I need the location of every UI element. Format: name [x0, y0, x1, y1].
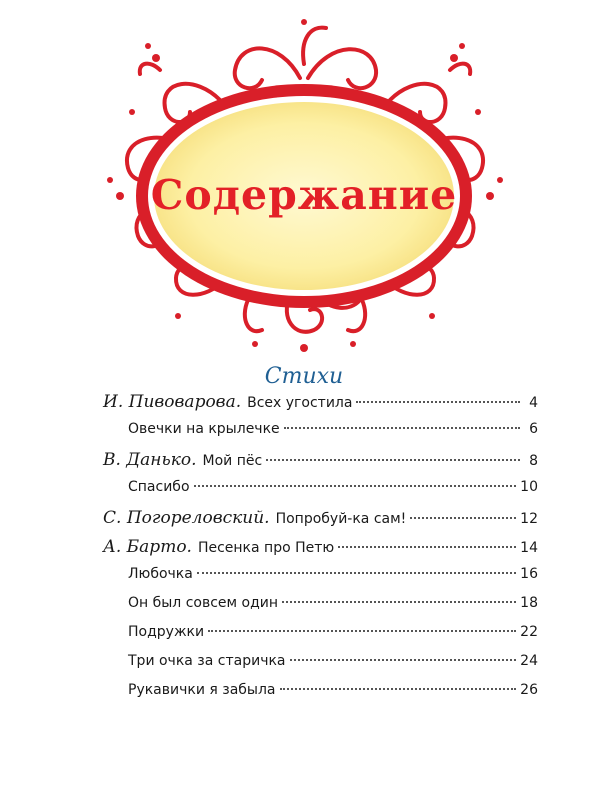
toc-entry[interactable]	[128, 595, 538, 625]
toc-page-number: 26	[520, 682, 538, 698]
section-title: Стихи	[264, 364, 344, 389]
toc-entry[interactable]	[103, 392, 538, 422]
toc-entry[interactable]	[103, 537, 538, 567]
toc-entry[interactable]	[128, 421, 538, 451]
toc-leader	[194, 485, 517, 487]
toc-entry[interactable]	[128, 479, 538, 509]
toc-title: Любочка	[128, 566, 193, 582]
toc-title: Три очка за старичка	[128, 653, 286, 669]
toc-author: В. Данько.	[103, 450, 197, 470]
toc-page-number: 6	[529, 421, 538, 437]
toc-title: Спасибо	[128, 479, 190, 495]
toc-title: Мой пёс	[202, 453, 263, 469]
toc-author: С. Погореловский.	[103, 508, 270, 528]
toc-leader	[290, 659, 517, 661]
toc-leader	[266, 459, 520, 461]
toc-entry[interactable]	[103, 508, 538, 538]
toc-leader	[410, 517, 516, 519]
page-title: Содержание	[150, 171, 458, 219]
toc-page-number: 18	[520, 595, 538, 611]
toc-page-number: 4	[529, 395, 538, 411]
toc-entry[interactable]	[103, 450, 538, 480]
toc-leader	[197, 572, 516, 574]
toc-page-number: 22	[520, 624, 538, 640]
toc-leader	[284, 427, 520, 429]
toc-page-number: 16	[520, 566, 538, 582]
toc-leader	[208, 630, 516, 632]
toc-title: Попробуй-ка сам!	[275, 511, 407, 527]
toc-entry[interactable]	[128, 653, 538, 683]
toc-entry[interactable]	[128, 624, 538, 654]
toc-title: Подружки	[128, 624, 205, 640]
toc-title: Рукавички я забыла	[128, 682, 276, 698]
toc-page-number: 24	[520, 653, 538, 669]
toc-title: Овечки на крылечке	[128, 421, 280, 437]
toc-author: А. Барто.	[103, 537, 192, 557]
toc-page-number: 14	[520, 540, 538, 556]
toc-leader	[356, 401, 520, 403]
toc-entry[interactable]	[128, 566, 538, 596]
toc-title: Он был совсем один	[128, 595, 279, 611]
toc-page-number: 12	[520, 511, 538, 527]
toc-entry[interactable]	[128, 682, 538, 712]
toc-page-number: 8	[529, 453, 538, 469]
toc-author: И. Пивоварова.	[103, 392, 242, 412]
toc-leader	[280, 688, 517, 690]
toc-leader	[338, 546, 516, 548]
toc-title: Песенка про Петю	[197, 540, 335, 556]
toc-title: Всех угостила	[247, 395, 353, 411]
toc-leader	[282, 601, 516, 603]
toc-page-number: 10	[520, 479, 538, 495]
